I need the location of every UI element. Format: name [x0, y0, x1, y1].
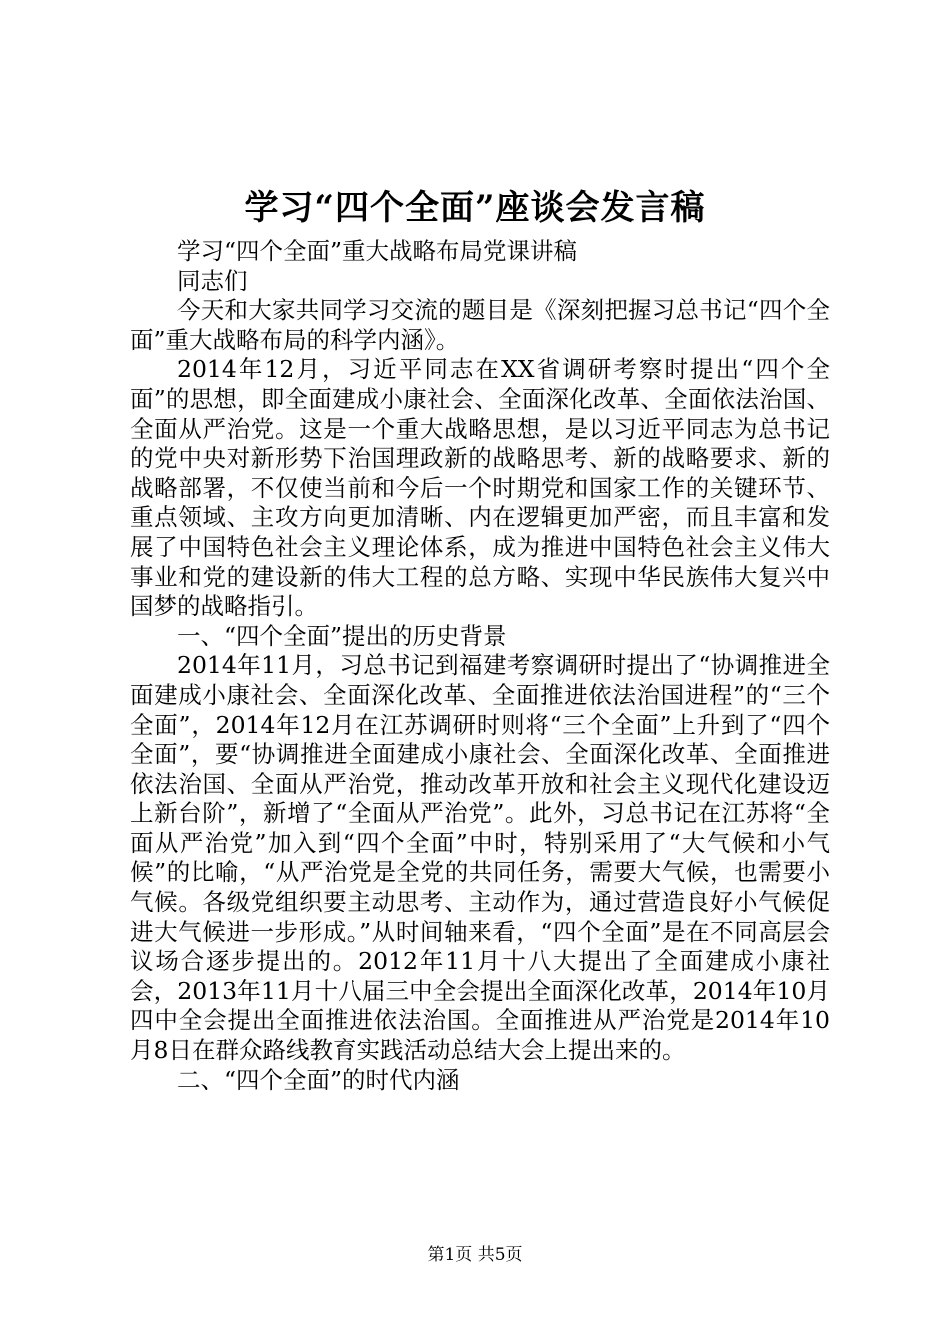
paragraph-background: 2014年12月，习近平同志在XX省调研考察时提出“四个全面”的思想，即全面建成小康社会、全面深化改革、全面依法治国、全面从严治党。这是一个重大战略思想，是以习近平同志为总书记的党中央对新形势下治国理政新的战略思考、新的战略要求、新的战略部署，不仅使当前和今后一个时期党和国家工作的关键环节、重点领域、主攻方向更加清晰、内在逻辑更加严密，而且丰富和发展了中国特色社会主义理论体系，成为推进中国特色社会主义伟大事业和党的建设新的伟大工程的总方略、实现中华民族伟大复兴中国梦的战略指引。	[130, 355, 830, 621]
section-heading-2: 二、“四个全面”的时代内涵	[177, 1065, 460, 1094]
section-heading-1: 一、“四个全面”提出的历史背景	[177, 621, 507, 650]
document-body	[130, 237, 830, 1095]
paragraph-subtitle: 学习“四个全面”重大战略布局党课讲稿	[177, 237, 578, 265]
paragraph-intro: 今天和大家共同学习交流的题目是《深刻把握习总书记“四个全面”重大战略布局的科学内涵》。	[130, 296, 830, 354]
document-title: 学习“四个全面”座谈会发言稿	[244, 188, 706, 228]
page-number-footer: 第1页 共5页	[427, 1245, 523, 1265]
paragraph-history: 2014年11月，习总书记到福建考察调研时提出了“协调推进全面建成小康社会、全面深化改革、全面推进依法治国进程”的“三个全面”，2014年12月在江苏调研时则将“三个全面”上升到了“四个全面”，要“协调推进全面建成小康社会、全面深化改革、全面推进依法治国、全面从严治党，推动改革开放和社会主义现代化建设迈上新台阶”，新增了“全面从严治党”。此外，习总书记在江苏将“全面从严治党”加入到“四个全面”中时，特别采用了“大气候和小气候”的比喻，“从严治党是全党的共同任务，需要大气候，也需要小气候。各级党组织要主动思考、主动作为，通过营造良好小气候促进大气候进一步形成。”从时间轴来看，“四个全面”是在不同高层会议场合逐步提出的。2012年11月十八大提出了全面建成小康社会，2013年11月十八届三中全会提出全面深化改革，2014年10月四中全会提出全面推进依法治国。全面推进从严治党是2014年10月8日在群众路线教育实践活动总结大会上提出来的。	[130, 651, 830, 1065]
paragraph-salutation: 同志们	[177, 266, 248, 295]
